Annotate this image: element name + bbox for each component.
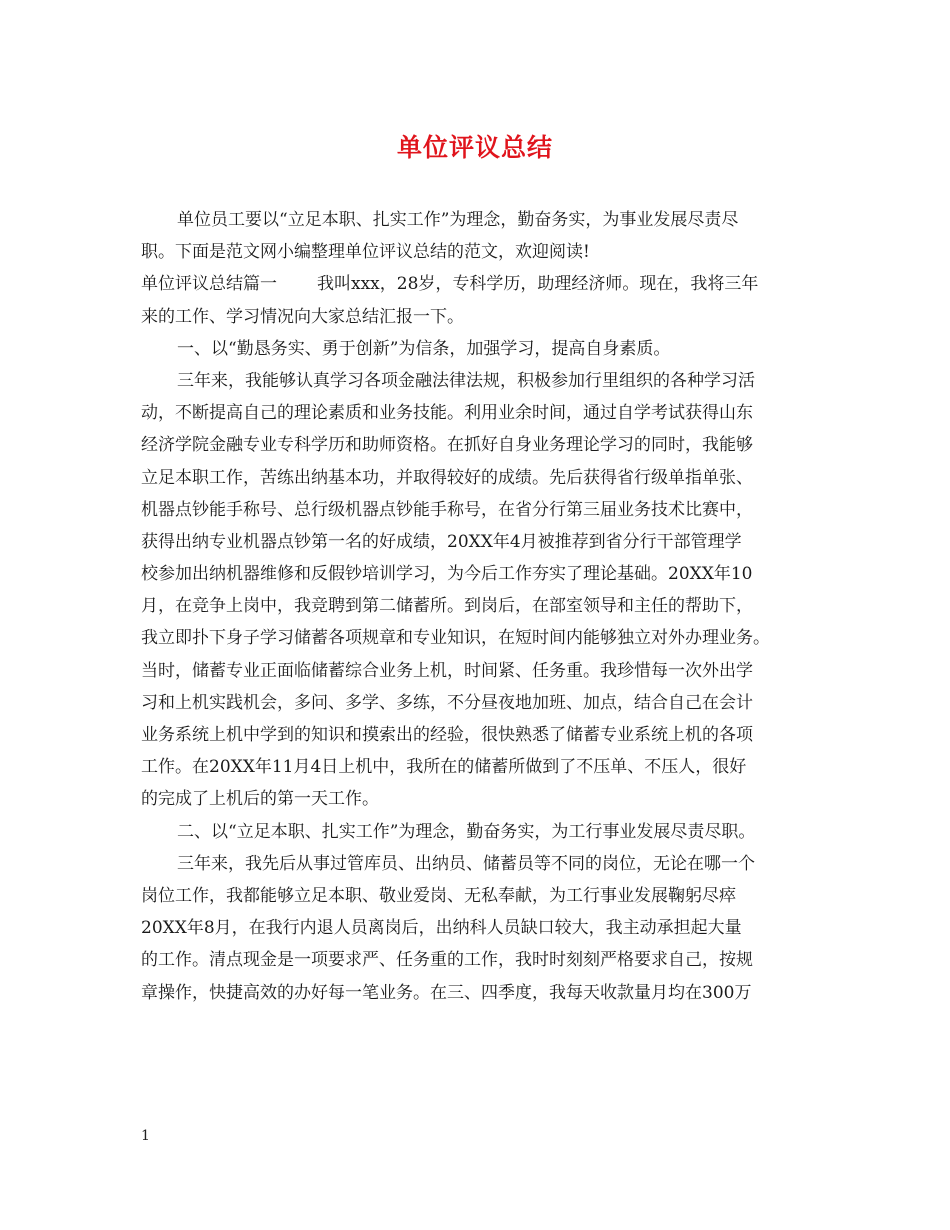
paragraph-line: 我叫xxx，28岁，专科学历，助理经济师。现在，我将三年 bbox=[317, 274, 759, 295]
section-heading: 单位评议总结篇一 bbox=[141, 274, 277, 295]
paragraph-line: 岗位工作，我都能够立足本职、敬业爱岗、无私奉献，为工行事业发展鞠躬尽瘁 bbox=[141, 885, 736, 906]
paragraph-line: 业务系统上机中学到的知识和摸索出的经验，很快熟悉了储蓄专业系统上机的各项 bbox=[141, 725, 753, 745]
paragraph-line: 二、以“立足本职、扎实工作”为理念，勤奋务实，为工行事业发展尽责尽职。 bbox=[177, 821, 756, 842]
paragraph-line: 经济学院金融专业专科学历和助师资格。在抓好自身业务理论学习的同时，我能够 bbox=[141, 435, 753, 456]
paragraph-line: 我立即扑下身子学习储蓄各项规章和专业知识，在短时间内能够独立对外办理业务。 bbox=[141, 628, 770, 649]
paragraph-line: 的工作。清点现金是一项要求严、任务重的工作，我时时刻刻严格要求自己，按规 bbox=[141, 950, 753, 971]
document-title: 单位评议总结 bbox=[396, 133, 553, 162]
paragraph-line: 20XX年8月，在我行内退人员离岗后，出纳科人员缺口较大，我主动承担起大量 bbox=[141, 918, 742, 939]
paragraph-line: 的完成了上机后的第一天工作。 bbox=[141, 789, 379, 810]
paragraph-line: 一、以“勤恳务实、勇于创新”为信条，加强学习，提高自身素质。 bbox=[177, 338, 671, 359]
section-heading-line bbox=[141, 268, 831, 300]
paragraph-line: 习和上机实践机会，多问、多学、多练，不分昼夜地加班、加点，结合自己在会计 bbox=[141, 692, 753, 713]
page-number: 1 bbox=[141, 1128, 150, 1144]
paragraph-line: 职。下面是范文网小编整理单位评议总结的范文，欢迎阅读! bbox=[141, 242, 590, 263]
paragraph-line: 动，不断提高自己的理论素质和业务技能。利用业余时间，通过自学考试获得山东 bbox=[141, 403, 753, 424]
paragraph-line: 校参加出纳机器维修和反假钞培训学习，为今后工作夯实了理论基础。20XX年10 bbox=[141, 564, 753, 585]
paragraph-line: 月，在竞争上岗中，我竞聘到第二储蓄所。到岗后，在部室领导和主任的帮助下， bbox=[141, 596, 753, 617]
paragraph-line: 章操作，快捷高效的办好每一笔业务。在三、四季度，我每天收款量月均在300万 bbox=[141, 982, 752, 1003]
paragraph-line: 三年来，我先后从事过管库员、出纳员、储蓄员等不同的岗位，无论在哪一个 bbox=[177, 853, 755, 874]
paragraph-line: 工作。在20XX年11月4日上机中，我所在的储蓄所做到了不压单、不压人，很好 bbox=[141, 757, 747, 778]
paragraph-line: 立足本职工作，苦练出纳基本功，并取得较好的成绩。先后获得省行级单指单张、 bbox=[141, 467, 753, 488]
paragraph-line: 三年来，我能够认真学习各项金融法律法规，积极参加行里组织的各种学习活 bbox=[177, 370, 755, 391]
paragraph-line: 来的工作、学习情况向大家总结汇报一下。 bbox=[141, 306, 464, 327]
paragraph-line: 获得出纳专业机器点钞第一名的好成绩，20XX年4月被推荐到省分行干部管理学 bbox=[141, 531, 742, 552]
paragraph-line: 单位员工要以“立足本职、扎实工作”为理念，勤奋务实，为事业发展尽责尽 bbox=[177, 210, 739, 230]
paragraph-line: 机器点钞能手称号、总行级机器点钞能手称号，在省分行第三届业务技术比赛中， bbox=[141, 499, 753, 520]
paragraph-line: 当时，储蓄专业正面临储蓄综合业务上机，时间紧、任务重。我珍惜每一次外出学 bbox=[141, 660, 753, 681]
document-body bbox=[141, 204, 831, 1009]
